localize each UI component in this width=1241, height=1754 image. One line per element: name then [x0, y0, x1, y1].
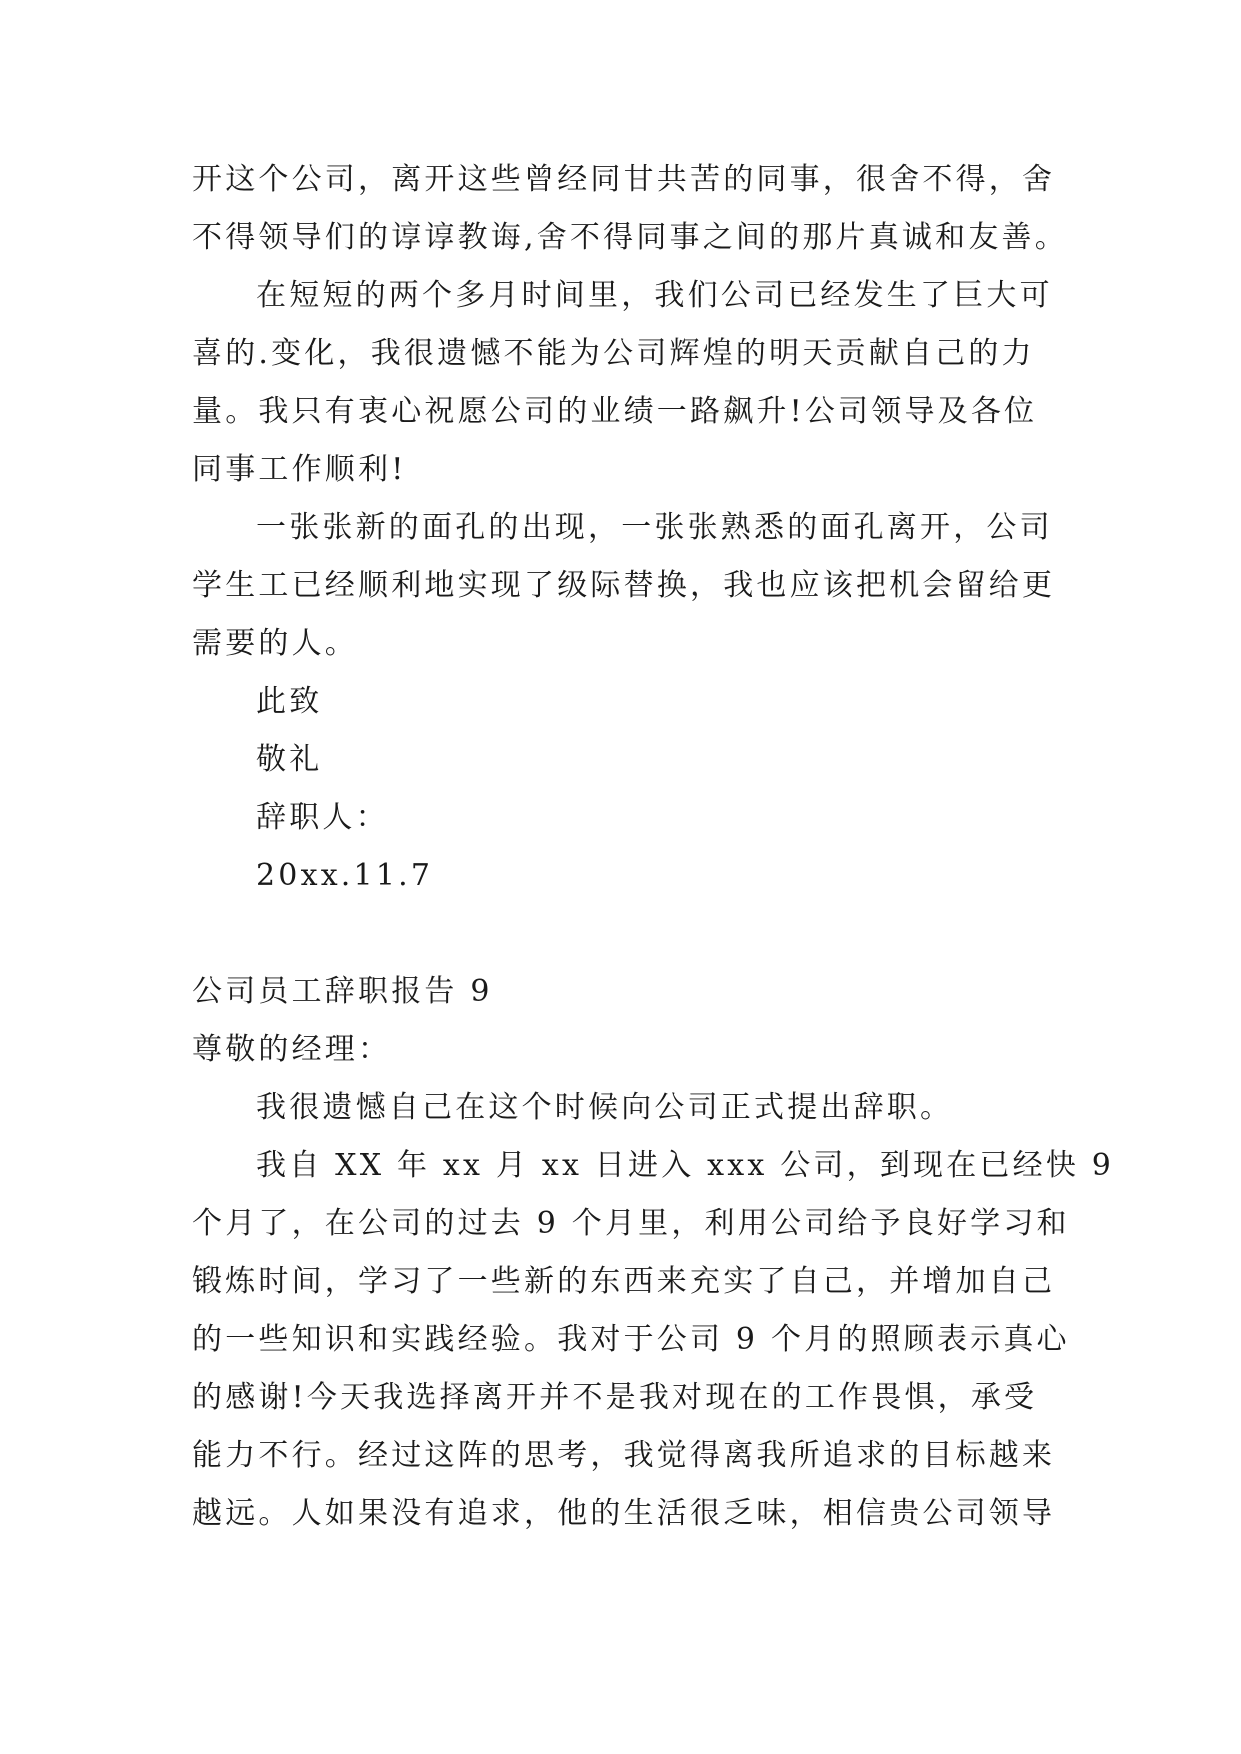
text-line: 的感谢!今天我选择离开并不是我对现在的工作畏惧，承受 — [192, 1380, 1038, 1415]
text-line: 需要的人。 — [192, 626, 358, 661]
signer-label: 辞职人： — [256, 800, 389, 835]
text-line: 量。我只有衷心祝愿公司的业绩一路飙升!公司领导及各位 — [192, 394, 1038, 429]
text-line: 同事工作顺利! — [192, 452, 407, 487]
paragraph-first-line: 我自 XX 年 xx 月 xx 日进入 xxx 公司，到现在已经快 9 — [256, 1148, 1115, 1183]
text-line: 学生工已经顺利地实现了级际替换，我也应该把机会留给更 — [192, 568, 1056, 603]
closing-salutation: 此致 — [256, 684, 323, 719]
paragraph-first-line: 我很遗憾自己在这个时候向公司正式提出辞职。 — [256, 1090, 954, 1125]
letter-date: 20xx.11.7 — [256, 858, 434, 893]
text-line: 喜的.变化，我很遗憾不能为公司辉煌的明天贡献自己的力 — [192, 336, 1035, 371]
greeting: 尊敬的经理： — [192, 1032, 392, 1067]
paragraph-first-line: 一张张新的面孔的出现，一张张熟悉的面孔离开，公司 — [256, 510, 1053, 545]
text-line: 越远。人如果没有追求，他的生活很乏味，相信贵公司领导 — [192, 1496, 1056, 1531]
text-line: 个月了，在公司的过去 9 个月里，利用公司给予良好学习和 — [192, 1206, 1070, 1241]
text-line: 不得领导们的谆谆教诲,舍不得同事之间的那片真诚和友善。 — [192, 220, 1068, 255]
text-line: 锻炼时间，学习了一些新的东西来充实了自己，并增加自己 — [192, 1264, 1056, 1299]
text-line: 开这个公司，离开这些曾经同甘共苦的同事，很舍不得，舍 — [192, 162, 1056, 197]
closing-regards: 敬礼 — [256, 742, 323, 777]
paragraph-first-line: 在短短的两个多月时间里，我们公司已经发生了巨大可 — [256, 278, 1053, 313]
section-heading: 公司员工辞职报告 9 — [192, 974, 493, 1009]
text-line: 的一些知识和实践经验。我对于公司 9 个月的照顾表示真心 — [192, 1322, 1070, 1357]
text-line: 能力不行。经过这阵的思考，我觉得离我所追求的目标越来 — [192, 1438, 1056, 1473]
